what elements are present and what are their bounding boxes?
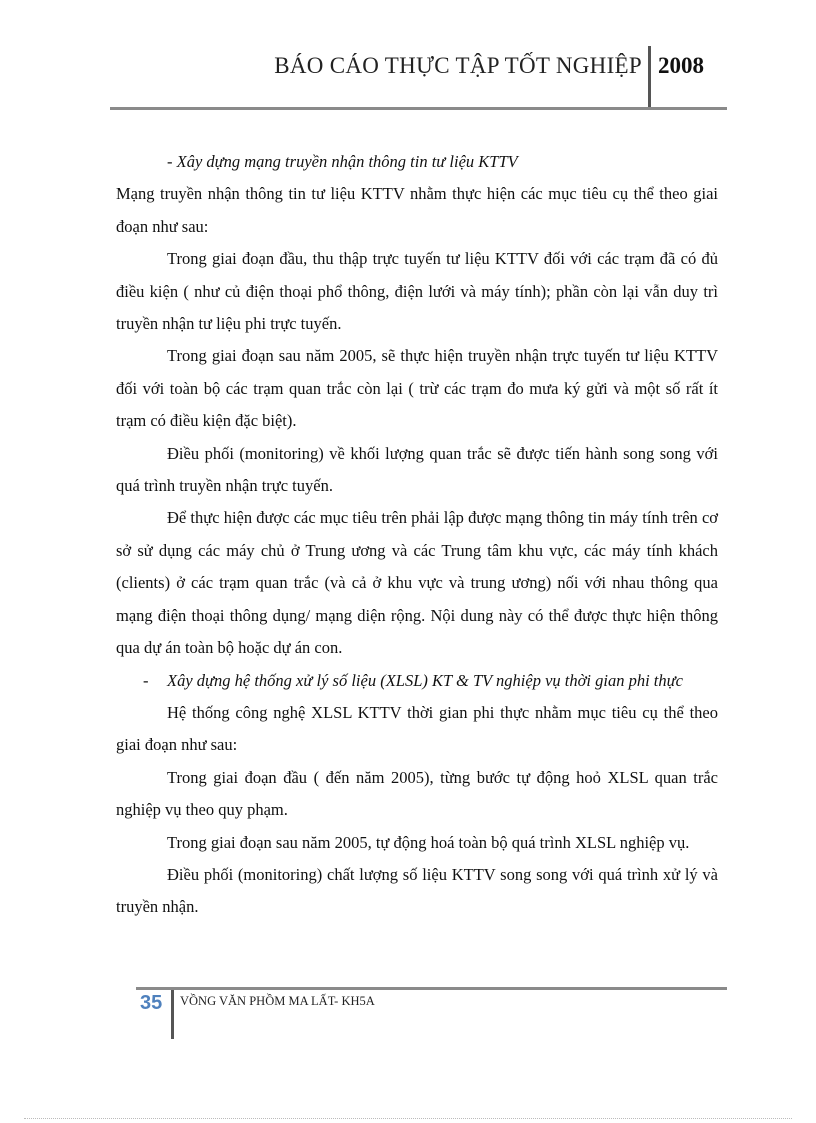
- paragraph: Điều phối (monitoring) chất lượng số liệu KTTV song song với quá trình xử lý và truyền nhận.: [116, 864, 718, 917]
- document-body: [116, 146, 718, 924]
- author-name: VỒNG VĂN PHỒM MA LẤT- KH5A: [180, 994, 375, 1008]
- paragraph: Hệ thống công nghệ XLSL KTTV thời gian phi thực nhằm mục tiêu cụ thể theo giai đoạn như sau:: [116, 702, 718, 755]
- paragraph: Điều phối (monitoring) về khối lượng quan trắc sẽ được tiến hành song song với quá trình truyền nhận trực tuyến.: [116, 443, 718, 496]
- report-year: 2008: [658, 53, 704, 78]
- section-heading: Xây dựng hệ thống xử lý số liệu (XLSL) KT & TV nghiệp vụ thời gian phi thực: [167, 670, 683, 690]
- footer-divider: [171, 990, 174, 1039]
- list-item: [116, 665, 718, 697]
- paragraph: Trong giai đoạn sau năm 2005, sẽ thực hiện truyền nhận trực tuyến tư liệu KTTV đối với toàn bộ các trạm quan trắc còn lại ( trừ các trạm đo mưa ký gửi và một số rất ít trạm có điều kiện đặc biệt).: [116, 346, 718, 431]
- page-number: 35: [140, 992, 163, 1014]
- paragraph: Để thực hiện được các mục tiêu trên phải lập được mạng thông tin máy tính trên cơ sở sử dụng các máy chủ ở Trung ương và các Trung tâm khu vực, các máy tính khách (clients) ở các trạm quan trắc (và cả ở khu vực và trung ương) nối với nhau thông qua mạng điện thoại thông dụng/ mạng diện rộng. Nội dung này có thể được thực hiện thông qua dự án toàn bộ hoặc dự án con.: [116, 508, 718, 658]
- section-heading: - Xây dựng mạng truyền nhận thông tin tư liệu KTTV: [167, 152, 518, 171]
- footer-rule: [136, 987, 727, 990]
- list-dash: -: [143, 670, 149, 690]
- page-bottom-border: [24, 1118, 792, 1119]
- report-title: BÁO CÁO THỰC TẬP TỐT NGHIỆP: [274, 53, 642, 78]
- paragraph: Trong giai đoạn sau năm 2005, tự động hoá toàn bộ quá trình XLSL nghiệp vụ.: [167, 832, 690, 852]
- paragraph: Mạng truyền nhận thông tin tư liệu KTTV nhằm thực hiện các mục tiêu cụ thể theo giai đoạn như sau:: [116, 184, 718, 236]
- header-divider: [648, 46, 651, 108]
- paragraph: Trong giai đoạn đầu ( đến năm 2005), từng bước tự động hoỏ XLSL quan trắc nghiệp vụ theo quy phạm.: [116, 767, 718, 820]
- paragraph: Trong giai đoạn đầu, thu thập trực tuyến tư liệu KTTV đối với các trạm đã có đủ điều kiện ( như củ điện thoại phổ thông, điện lưới và máy tính); phần còn lại vẫn duy trì truyền nhận tư liệu phi trực tuyến.: [116, 249, 718, 334]
- header-rule: [110, 107, 727, 110]
